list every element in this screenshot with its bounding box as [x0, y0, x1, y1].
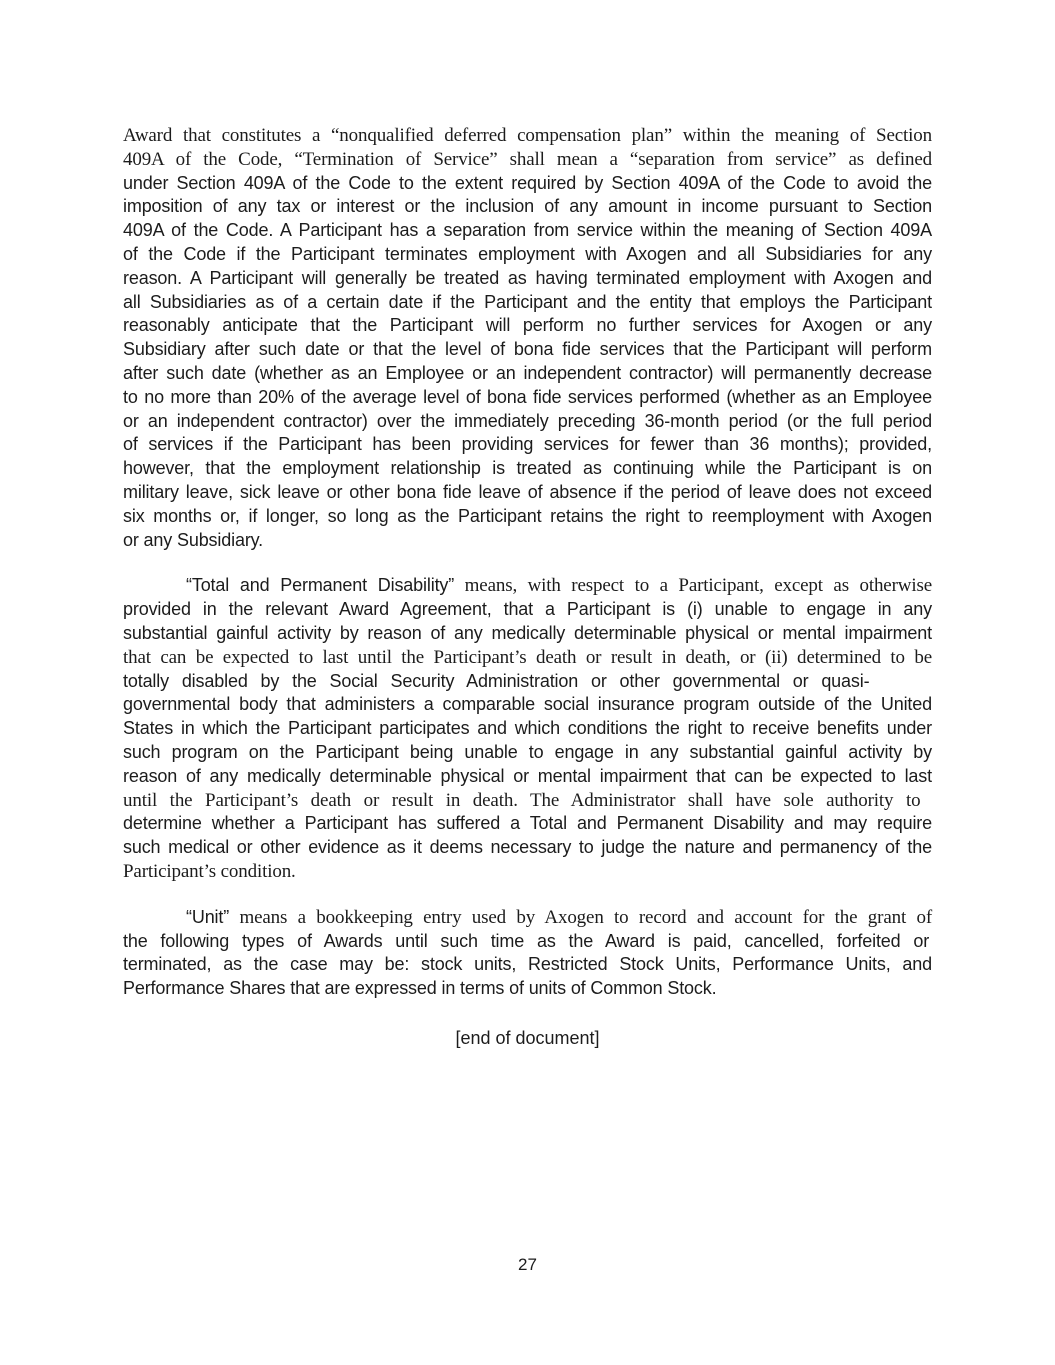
text-segment: all Subsidiaries as of a certain date if the Participant and the entity that employs the Participant [123, 291, 932, 312]
text-line [123, 741, 932, 765]
text-segment: “Unit” [186, 906, 230, 927]
text-line [123, 314, 932, 338]
text-line [123, 717, 932, 741]
text-line [123, 172, 932, 196]
text-segment: determine whether a Participant has suffered a Total and Permanent Disability and may require [123, 813, 932, 834]
text-segment: six months or, if longer, so long as the Participant retains the right to reemployment with Axogen [123, 505, 932, 526]
text-line [123, 148, 932, 172]
text-line [123, 481, 932, 505]
end-of-document-marker: [end of document] [455, 1027, 600, 1048]
text-line [123, 267, 932, 291]
text-line [123, 622, 932, 646]
text-line [123, 836, 932, 860]
text-line [123, 789, 932, 813]
text-line [123, 243, 932, 267]
text-segment: means a bookkeeping entry used by Axogen to record and account for the grant of [229, 906, 932, 928]
text-segment: means, with respect to a Participant, except as otherwise [454, 575, 932, 597]
text-line [123, 906, 932, 930]
text-segment: “Total and Permanent Disability” [186, 575, 455, 596]
text-line [123, 124, 932, 148]
text-line [123, 812, 932, 836]
text-line [123, 195, 932, 219]
text-line [123, 338, 932, 362]
text-line [123, 219, 932, 243]
text-segment: imposition of any tax or interest or the inclusion of any amount in income pursuant to Section [123, 196, 932, 217]
text-segment: under Section 409A of the Code to the extent required by Section 409A of the Code to avoid the [123, 172, 932, 193]
text-segment: or an independent contractor) over the immediately preceding 36-month period (or the full period [123, 410, 932, 431]
text-segment: Performance Shares that are expressed in terms of units of Common Stock. [123, 978, 717, 999]
text-line [123, 930, 932, 954]
text-line [123, 953, 932, 977]
text-line [123, 574, 932, 598]
text-line [123, 646, 932, 670]
text-line [123, 410, 932, 434]
text-segment: military leave, sick leave or other bona fide leave of absence if the period of leave does not exceed [123, 481, 932, 502]
text-line [123, 291, 932, 315]
text-segment: Subsidiary after such date or that the level of bona fide services that the Participant will perform [123, 339, 932, 360]
text-segment: of services if the Participant has been providing services for fewer than 36 months); provided, [123, 434, 932, 455]
text-segment: after such date (whether as an Employee or an independent contractor) will permanently decrease [123, 362, 932, 383]
text-segment: reason of any medically determinable physical or mental impairment that can be expected to last [123, 765, 932, 786]
text-line [123, 598, 932, 622]
text-line [123, 362, 932, 386]
text-line [123, 765, 932, 789]
text-segment: of the Code if the Participant terminates employment with Axogen and all Subsidiaries for any [123, 243, 932, 264]
text-line [123, 977, 932, 1001]
text-segment: such medical or other evidence as it deems necessary to judge the nature and permanency of the [123, 837, 932, 858]
text-segment: to no more than 20% of the average level of bona fide services performed (whether as an Employee [123, 386, 932, 407]
paragraph [123, 906, 932, 1001]
text-line [123, 433, 932, 457]
text-line [123, 670, 932, 694]
text-segment: Award that constitutes a “nonqualified deferred compensation plan” within the meaning of Section [123, 125, 932, 146]
text-line [123, 386, 932, 410]
text-segment: Participant’s condition. [123, 860, 296, 882]
paragraph [123, 124, 932, 552]
text-segment: reasonably anticipate that the Participant will perform no further services for Axogen or any [123, 315, 932, 336]
text-line [123, 860, 932, 884]
text-segment: that can be expected to last until the Participant’s death or result in death, or (ii) determined to be [123, 646, 932, 668]
text-segment: or any Subsidiary. [123, 529, 264, 550]
text-segment: 409A of the Code, “Termination of Service” shall mean a “separation from service” as defined [123, 148, 932, 170]
text-segment: provided in the relevant Award Agreement, that a Participant is (i) unable to engage in any [123, 599, 932, 620]
text-segment: governmental body that administers a comparable social insurance program outside of the United [123, 694, 932, 715]
text-segment: terminated, as the case may be: stock units, Restricted Stock Units, Performance Units, and [123, 954, 932, 975]
text-segment: reason. A Participant will generally be treated as having terminated employment with Axogen and [123, 267, 932, 288]
text-line [123, 505, 932, 529]
text-segment: however, that the employment relationship is treated as continuing while the Participant is on [123, 458, 932, 479]
text-segment: totally disabled by the Social Security Administration or other governmental or quasi- [123, 670, 870, 691]
document-body [123, 124, 932, 1051]
text-segment: 409A of the Code. A Participant has a separation from service within the meaning of Section 409A [123, 220, 932, 241]
page-number: 27 [518, 1255, 537, 1274]
paragraph [123, 574, 932, 883]
text-segment: such program on the Participant being unable to engage in any substantial gainful activity by [123, 741, 932, 762]
text-line [123, 529, 932, 553]
text-line [123, 457, 932, 481]
text-segment: substantial gainful activity by reason of any medically determinable physical or mental impairment [123, 622, 932, 643]
text-line [123, 693, 932, 717]
text-segment: States in which the Participant participates and which conditions the right to receive benefits under [123, 718, 932, 739]
text-segment: until the Participant’s death or result in death. The Administrator shall have sole authority to [123, 789, 921, 811]
text-segment: the following types of Awards until such time as the Award is paid, cancelled, forfeited or [123, 930, 930, 951]
